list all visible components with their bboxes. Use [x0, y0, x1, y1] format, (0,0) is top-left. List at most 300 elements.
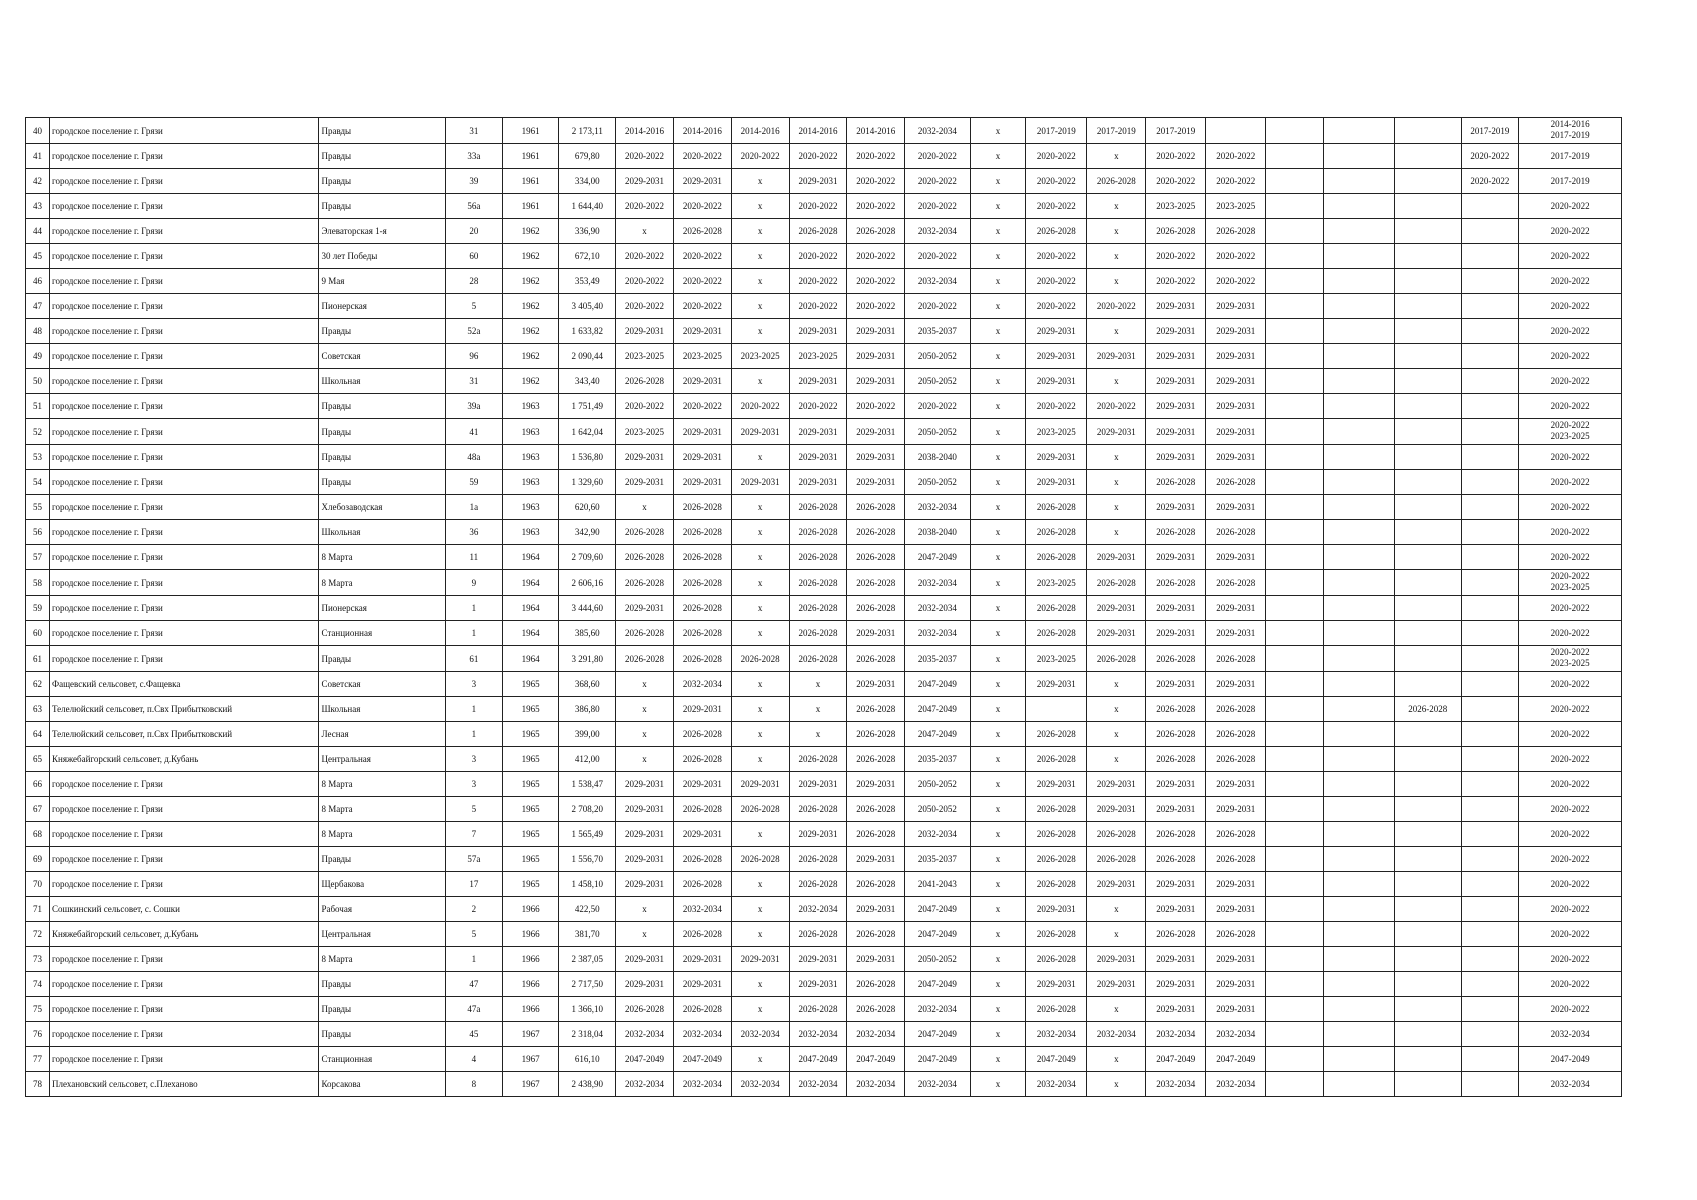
table-cell: х — [970, 1072, 1026, 1097]
table-cell — [1266, 847, 1324, 872]
table-cell: 2 709,60 — [559, 545, 616, 570]
table-cell: 2029-2031 — [673, 419, 731, 445]
table-cell: 2 090,44 — [559, 344, 616, 369]
table-cell: 2014-2016 — [731, 118, 789, 144]
table-cell: х — [1087, 722, 1146, 747]
table-cell: 3 405,40 — [559, 294, 616, 319]
table-cell: 53 — [26, 445, 50, 470]
table-cell: х — [731, 269, 789, 294]
table-cell: 2026-2028 — [847, 596, 905, 621]
table-cell: 71 — [26, 897, 50, 922]
table-cell: х — [1087, 219, 1146, 244]
table-cell: 1 458,10 — [559, 872, 616, 897]
table-cell: 2029-2031 — [1206, 319, 1266, 344]
table-cell — [1266, 722, 1324, 747]
table-cell: х — [970, 922, 1026, 947]
table-cell: 2020-2022 — [616, 244, 674, 269]
table-cell: 2047-2049 — [905, 697, 970, 722]
table-cell: 2032-2034 — [1087, 1022, 1146, 1047]
table-cell: городское поселение г. Грязи — [50, 244, 319, 269]
table-cell: 2047-2049 — [616, 1047, 674, 1072]
table-cell — [1394, 495, 1461, 520]
table-cell — [1394, 520, 1461, 545]
table-row — [26, 997, 1622, 1022]
table-cell: х — [970, 319, 1026, 344]
table-cell — [1394, 822, 1461, 847]
table-cell: Советская — [319, 344, 446, 369]
table-cell: 2026-2028 — [847, 545, 905, 570]
table-cell: 66 — [26, 772, 50, 797]
table-cell: 2020-2022 — [1519, 369, 1622, 394]
table-cell: х — [731, 445, 789, 470]
table-cell: х — [789, 722, 847, 747]
table-cell: 2029-2031 — [847, 621, 905, 646]
table-cell: х — [731, 319, 789, 344]
table-cell: 2020-2022 — [673, 294, 731, 319]
table-cell: 1967 — [502, 1072, 559, 1097]
table-cell: 2035-2037 — [905, 747, 970, 772]
table-cell: 2026-2028 — [789, 797, 847, 822]
table-cell: 42 — [26, 169, 50, 194]
table-cell: 57 — [26, 545, 50, 570]
table-cell: х — [970, 344, 1026, 369]
table-cell: 7 — [445, 822, 502, 847]
table-cell: 1961 — [502, 144, 559, 169]
table-cell: Телелюйский сельсовет, п.Свх Прибытковский — [50, 697, 319, 722]
table-cell: 2050-2052 — [905, 369, 970, 394]
table-cell: 1966 — [502, 897, 559, 922]
table-row — [26, 520, 1622, 545]
table-cell: Княжебайгорский сельсовет, д.Кубань — [50, 922, 319, 947]
table-cell: 2032-2034 — [905, 118, 970, 144]
table-cell — [1266, 672, 1324, 697]
table-cell: Правды — [319, 169, 446, 194]
table-cell: 2020-2022 — [673, 244, 731, 269]
table-cell — [1394, 1047, 1461, 1072]
table-cell: городское поселение г. Грязи — [50, 570, 319, 596]
table-row — [26, 672, 1622, 697]
table-cell: 31 — [445, 118, 502, 144]
table-cell: 2032-2034 — [905, 822, 970, 847]
table-cell: 2020-2022 — [1519, 697, 1622, 722]
table-cell — [1324, 596, 1395, 621]
table-cell: 76 — [26, 1022, 50, 1047]
table-cell — [1461, 319, 1519, 344]
table-cell: х — [970, 646, 1026, 672]
table-cell: 2026-2028 — [616, 570, 674, 596]
table-cell: 2026-2028 — [789, 847, 847, 872]
table-cell: 8 Марта — [319, 570, 446, 596]
table-cell — [1266, 520, 1324, 545]
table-cell: 2020-2022 — [1206, 244, 1266, 269]
table-row — [26, 621, 1622, 646]
table-cell: х — [731, 747, 789, 772]
table-cell: 2029-2031 — [1146, 621, 1206, 646]
table-cell: 2026-2028 — [1146, 822, 1206, 847]
table-cell: 59 — [445, 470, 502, 495]
table-cell: 2029-2031 — [1206, 872, 1266, 897]
table-cell: 672,10 — [559, 244, 616, 269]
table-cell — [1324, 1047, 1395, 1072]
table-cell: х — [731, 722, 789, 747]
table-row — [26, 445, 1622, 470]
table-cell — [1394, 144, 1461, 169]
table-cell — [1026, 697, 1087, 722]
table-cell: Правды — [319, 1022, 446, 1047]
table-cell: 74 — [26, 972, 50, 997]
table-cell: 2029-2031 — [847, 419, 905, 445]
table-cell: городское поселение г. Грязи — [50, 445, 319, 470]
table-cell: 334,00 — [559, 169, 616, 194]
table-cell: 2029-2031 — [616, 822, 674, 847]
table-cell: 2026-2028 — [1206, 697, 1266, 722]
table-cell: 2029-2031 — [847, 672, 905, 697]
table-cell: х — [731, 570, 789, 596]
table-cell: 2026-2028 — [673, 621, 731, 646]
table-cell — [1461, 1072, 1519, 1097]
table-cell: 2026-2028 — [673, 545, 731, 570]
table-row — [26, 822, 1622, 847]
table-cell: 2026-2028 — [1206, 822, 1266, 847]
table-cell: 2032-2034 — [673, 1072, 731, 1097]
table-cell: х — [731, 545, 789, 570]
table-cell: Центральная — [319, 747, 446, 772]
table-cell: 2032-2034 — [789, 1022, 847, 1047]
table-cell: 2023-2025 — [789, 344, 847, 369]
table-cell: 1 536,80 — [559, 445, 616, 470]
table-cell — [1324, 972, 1395, 997]
table-row — [26, 1047, 1622, 1072]
table-cell: 2026-2028 — [1087, 847, 1146, 872]
table-cell: 20 — [445, 219, 502, 244]
table-row — [26, 722, 1622, 747]
table-cell: 2020-2022 — [1519, 672, 1622, 697]
table-cell: Хлебозаводская — [319, 495, 446, 520]
repair-schedule-table — [25, 117, 1622, 1097]
table-cell: 2029-2031 — [1146, 872, 1206, 897]
table-cell: 1964 — [502, 596, 559, 621]
table-cell: 1966 — [502, 972, 559, 997]
table-cell — [1394, 997, 1461, 1022]
table-cell — [1324, 847, 1395, 872]
table-cell: 2032-2034 — [905, 596, 970, 621]
table-cell: 2026-2028 — [1394, 697, 1461, 722]
table-cell: х — [970, 118, 1026, 144]
table-cell: 9 — [445, 570, 502, 596]
table-cell: 2029-2031 — [1146, 419, 1206, 445]
table-cell: 49 — [26, 344, 50, 369]
table-cell: 2032-2034 — [905, 621, 970, 646]
cell-line: 2023-2025 — [1550, 431, 1590, 441]
table-cell: 54 — [26, 470, 50, 495]
table-cell: 2014-2016 — [789, 118, 847, 144]
table-cell — [1394, 344, 1461, 369]
table-cell: городское поселение г. Грязи — [50, 419, 319, 445]
table-cell: городское поселение г. Грязи — [50, 495, 319, 520]
table-cell: Станционная — [319, 621, 446, 646]
table-cell — [1324, 118, 1395, 144]
table-cell: х — [970, 244, 1026, 269]
table-row — [26, 922, 1622, 947]
table-cell: 2020-2022 — [1519, 269, 1622, 294]
table-cell — [1324, 169, 1395, 194]
table-cell — [1461, 470, 1519, 495]
table-cell: 1962 — [502, 369, 559, 394]
table-cell: х — [970, 169, 1026, 194]
table-cell: 1962 — [502, 219, 559, 244]
table-cell: 48 — [26, 319, 50, 344]
table-cell: 1966 — [502, 997, 559, 1022]
table-cell: 1 633,82 — [559, 319, 616, 344]
table-cell: 2026-2028 — [673, 997, 731, 1022]
table-cell: 2026-2028 — [1206, 922, 1266, 947]
table-cell: 2029-2031 — [1146, 319, 1206, 344]
table-cell: 1961 — [502, 118, 559, 144]
table-cell: х — [731, 1047, 789, 1072]
table-cell: городское поселение г. Грязи — [50, 369, 319, 394]
table-cell: городское поселение г. Грязи — [50, 797, 319, 822]
table-cell — [1324, 394, 1395, 419]
table-cell: х — [731, 822, 789, 847]
table-row — [26, 872, 1622, 897]
table-cell — [1394, 747, 1461, 772]
table-cell — [1394, 672, 1461, 697]
table-cell: Телелюйский сельсовет, п.Свх Прибытковский — [50, 722, 319, 747]
table-cell: 2026-2028 — [731, 847, 789, 872]
cell-line: 2020-2022 — [1550, 647, 1590, 657]
table-cell: 8 Марта — [319, 947, 446, 972]
table-cell: 2029-2031 — [1146, 294, 1206, 319]
table-cell: х — [1087, 897, 1146, 922]
table-cell: 56а — [445, 194, 502, 219]
table-cell: 343,40 — [559, 369, 616, 394]
table-cell: х — [789, 697, 847, 722]
table-cell: Правды — [319, 470, 446, 495]
table-cell: 2029-2031 — [1026, 319, 1087, 344]
table-cell: 2026-2028 — [1087, 822, 1146, 847]
table-cell: 2020-2022 — [1206, 144, 1266, 169]
table-cell: 2026-2028 — [1026, 747, 1087, 772]
table-cell — [1324, 194, 1395, 219]
table-cell: 2026-2028 — [789, 596, 847, 621]
table-cell: 2047-2049 — [905, 972, 970, 997]
table-cell: 2029-2031 — [847, 947, 905, 972]
table-cell: городское поселение г. Грязи — [50, 219, 319, 244]
table-cell — [1461, 672, 1519, 697]
table-cell — [1461, 822, 1519, 847]
table-cell: 2029-2031 — [847, 445, 905, 470]
table-cell: 67 — [26, 797, 50, 822]
table-cell: городское поселение г. Грязи — [50, 169, 319, 194]
table-cell — [1394, 294, 1461, 319]
table-cell: 56 — [26, 520, 50, 545]
table-cell: х — [1087, 269, 1146, 294]
cell-line: 2023-2025 — [1550, 658, 1590, 668]
table-cell: 2029-2031 — [1206, 621, 1266, 646]
table-cell: 2029-2031 — [616, 947, 674, 972]
table-cell — [1324, 621, 1395, 646]
table-cell: 2020-2022 — [1519, 847, 1622, 872]
table-cell: 1966 — [502, 922, 559, 947]
table-cell: 70 — [26, 872, 50, 897]
table-cell: 2020-2022 — [1206, 169, 1266, 194]
table-cell: 2029-2031 — [673, 697, 731, 722]
table-cell: 63 — [26, 697, 50, 722]
table-cell — [1461, 922, 1519, 947]
table-cell: 2050-2052 — [905, 772, 970, 797]
table-cell: 2026-2028 — [789, 646, 847, 672]
table-cell — [1461, 772, 1519, 797]
table-cell: х — [970, 847, 1026, 872]
table-cell — [1324, 294, 1395, 319]
table-cell: Корсакова — [319, 1072, 446, 1097]
table-cell: х — [731, 897, 789, 922]
table-cell: 33а — [445, 144, 502, 169]
table-cell: х — [731, 997, 789, 1022]
table-cell: городское поселение г. Грязи — [50, 822, 319, 847]
table-cell: городское поселение г. Грязи — [50, 294, 319, 319]
table-cell: 2020-2022 — [847, 194, 905, 219]
table-cell: городское поселение г. Грязи — [50, 194, 319, 219]
table-cell: 41 — [445, 419, 502, 445]
table-cell — [1266, 772, 1324, 797]
table-cell — [1461, 369, 1519, 394]
table-cell — [1394, 369, 1461, 394]
table-cell: Сошкинский сельсовет, с. Сошки — [50, 897, 319, 922]
table-cell: 39 — [445, 169, 502, 194]
table-cell: 2020-2022 — [673, 394, 731, 419]
table-cell: 2020-2022 — [1026, 169, 1087, 194]
table-cell: х — [731, 672, 789, 697]
table-cell: х — [970, 747, 1026, 772]
table-cell — [1461, 1022, 1519, 1047]
table-cell: 2020-2022 — [847, 169, 905, 194]
table-row — [26, 797, 1622, 822]
table-cell: 2047-2049 — [1519, 1047, 1622, 1072]
table-cell: 2029-2031 — [1087, 872, 1146, 897]
table-cell: х — [970, 772, 1026, 797]
table-cell — [1394, 722, 1461, 747]
table-row — [26, 244, 1622, 269]
table-cell: 3 444,60 — [559, 596, 616, 621]
table-cell: 2020-2022 — [1519, 872, 1622, 897]
table-cell — [1394, 470, 1461, 495]
table-cell: 2020-2022 — [673, 194, 731, 219]
table-cell: 2014-2016 — [847, 118, 905, 144]
table-cell: 1962 — [502, 344, 559, 369]
table-cell: 368,60 — [559, 672, 616, 697]
table-cell: 2050-2052 — [905, 797, 970, 822]
table-cell: 8 — [445, 1072, 502, 1097]
table-cell: 2026-2028 — [847, 797, 905, 822]
table-cell: 2026-2028 — [1146, 646, 1206, 672]
table-cell: 2020-2022 — [1519, 294, 1622, 319]
table-cell: х — [970, 722, 1026, 747]
table-cell: 2020-2022 — [847, 394, 905, 419]
table-cell: х — [970, 520, 1026, 545]
table-cell: 58 — [26, 570, 50, 596]
table-cell — [1394, 922, 1461, 947]
cell-line: 2017-2019 — [1550, 130, 1590, 140]
table-cell: 2029-2031 — [1087, 972, 1146, 997]
table-cell: 2029-2031 — [616, 872, 674, 897]
table-cell: 2032-2034 — [1519, 1022, 1622, 1047]
table-cell: 2029-2031 — [789, 445, 847, 470]
table-cell: 399,00 — [559, 722, 616, 747]
table-cell: 2026-2028 — [673, 722, 731, 747]
table-cell: 2020-2022 — [616, 144, 674, 169]
table-cell: 2026-2028 — [847, 997, 905, 1022]
table-cell: 2047-2049 — [789, 1047, 847, 1072]
table-cell: 2032-2034 — [1519, 1072, 1622, 1097]
table-cell — [1394, 545, 1461, 570]
table-cell: 2020-2022 — [1519, 344, 1622, 369]
table-cell — [1324, 144, 1395, 169]
table-cell: 2020-2022 — [1087, 294, 1146, 319]
table-cell — [1461, 947, 1519, 972]
table-cell: 2 318,04 — [559, 1022, 616, 1047]
table-cell: 2047-2049 — [905, 545, 970, 570]
table-cell: 2029-2031 — [616, 470, 674, 495]
table-row — [26, 947, 1622, 972]
table-row — [26, 470, 1622, 495]
table-cell: 2023-2025 — [731, 344, 789, 369]
table-cell: 1 751,49 — [559, 394, 616, 419]
table-row — [26, 294, 1622, 319]
table-row — [26, 897, 1622, 922]
table-cell: Школьная — [319, 369, 446, 394]
table-cell: 2029-2031 — [673, 319, 731, 344]
table-cell: 1965 — [502, 847, 559, 872]
table-cell: х — [970, 1047, 1026, 1072]
table-cell: х — [1087, 194, 1146, 219]
table-cell: 2020-2022 — [1519, 922, 1622, 947]
table-cell — [1394, 394, 1461, 419]
table-cell: 2026-2028 — [1026, 722, 1087, 747]
table-row — [26, 319, 1622, 344]
table-cell — [1394, 118, 1461, 144]
table-cell: х — [731, 872, 789, 897]
table-cell — [1461, 722, 1519, 747]
table-cell — [1266, 369, 1324, 394]
table-cell: 336,90 — [559, 219, 616, 244]
table-row — [26, 972, 1622, 997]
table-cell: 2050-2052 — [905, 947, 970, 972]
table-row — [26, 419, 1622, 445]
table-cell: 2026-2028 — [1146, 722, 1206, 747]
table-cell: 1 329,60 — [559, 470, 616, 495]
table-cell — [1394, 194, 1461, 219]
table-cell: х — [970, 947, 1026, 972]
table-cell: 2020-2022 — [1519, 972, 1622, 997]
table-cell: 2026-2028 — [673, 797, 731, 822]
table-cell: 2026-2028 — [789, 621, 847, 646]
table-cell: 2020-2022 — [731, 394, 789, 419]
table-cell: х — [1087, 997, 1146, 1022]
table-cell: 2029-2031 — [847, 369, 905, 394]
table-cell: 2020-2022 — [1519, 797, 1622, 822]
table-cell — [1394, 972, 1461, 997]
table-cell: 1964 — [502, 646, 559, 672]
table-cell — [1266, 445, 1324, 470]
table-cell: 2029-2031 — [673, 822, 731, 847]
table-cell — [1266, 118, 1324, 144]
table-cell: 2038-2040 — [905, 445, 970, 470]
table-cell — [1266, 269, 1324, 294]
table-cell: 2026-2028 — [1087, 646, 1146, 672]
table-cell: 2023-2025 — [673, 344, 731, 369]
table-cell: х — [1087, 369, 1146, 394]
